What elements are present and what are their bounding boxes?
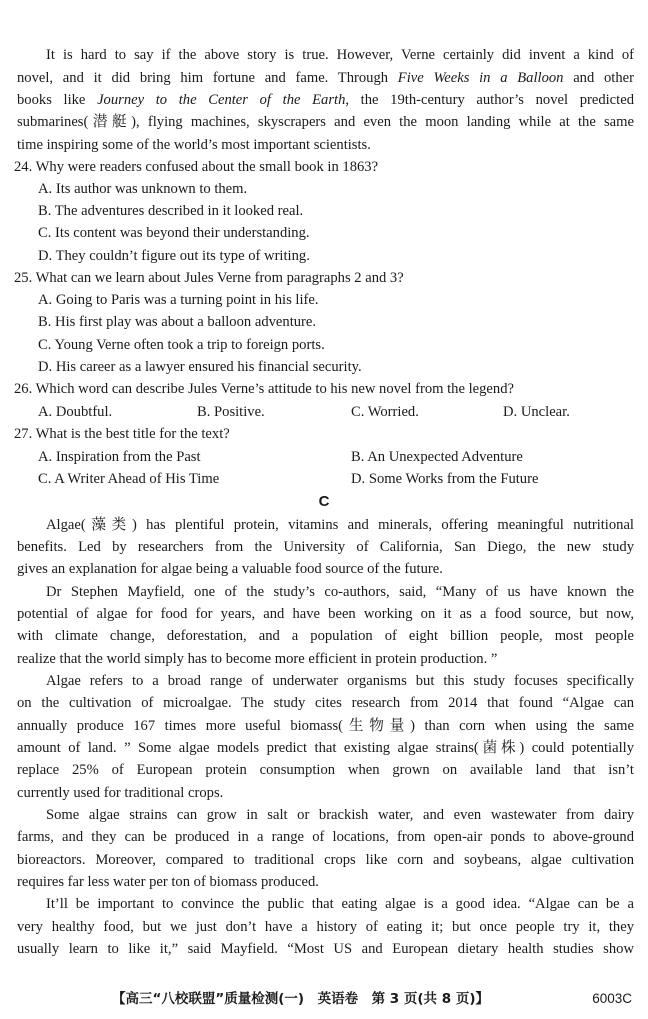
text-line: potential of algae for food for years, and have been working on it as a food source, but now,: [17, 606, 634, 622]
text-line: Algae refers to a broad range of underwater organisms but this study focuses specifically: [46, 673, 634, 689]
text-line: gives an explanation for algae being a valuable food source of the future.: [17, 561, 443, 577]
option-d: D. His career as a lawyer ensured his financial security.: [38, 359, 362, 375]
text-line: farms, and they can be produced in a range of locations, from open-air ponds to above-ground: [17, 829, 634, 845]
option-d: D. Some Works from the Future: [351, 471, 539, 487]
option-a: A. Inspiration from the Past: [38, 449, 201, 465]
option-a: A. Its author was unknown to them.: [38, 181, 248, 197]
text-line: very healthy food, but we just don’t have a history of eating it; but once people try it, they: [17, 919, 634, 935]
option-a: A. Doubtful.: [38, 404, 113, 420]
text-line: replace 25% of European protein consumption when grown on available land that isn’t: [17, 762, 634, 778]
option-a: A. Going to Paris was a turning point in his life.: [38, 292, 319, 308]
section-heading: C: [318, 493, 330, 510]
text-line: with climate change, deforestation, and a population of eight billion people, most people: [17, 628, 634, 644]
option-b: B. Positive.: [197, 404, 265, 420]
options-row: [0, 446, 648, 468]
option-c: C. A Writer Ahead of His Time: [38, 471, 220, 487]
text-line: time inspiring some of the world’s most important scientists.: [17, 137, 371, 153]
text-line: Algae(藻类) has plentiful protein, vitamins and minerals, offering meaningful nutritional: [46, 517, 634, 533]
option-c: C. Its content was beyond their understanding.: [38, 225, 310, 241]
text-line: It is hard to say if the above story is true. However, Verne certainly did invent a kind of: [46, 47, 634, 63]
question-stem: 24. Why were readers confused about the small book in 1863?: [14, 159, 379, 175]
option-d: D. They couldn’t figure out its type of writing.: [38, 248, 310, 264]
text-line: submarines(潜艇), flying machines, skyscrapers and even the moon landing while at the same: [17, 114, 634, 130]
paper-code: 6003C: [592, 991, 632, 1006]
book-title: Five Weeks in a Balloon: [397, 70, 564, 86]
option-c: C. Worried.: [351, 404, 419, 420]
text-line: Some algae strains can grow in salt or brackish water, and even wastewater from dairy: [46, 807, 634, 823]
text-line: usually learn to like it,” said Mayfield. “Most US and European dietary health studies show: [17, 941, 634, 957]
options-row: [0, 401, 648, 423]
option-b: B. His first play was about a balloon adventure.: [38, 314, 317, 330]
book-title: Journey to the Center of the Earth: [97, 92, 346, 108]
text-line: benefits. Led by researchers from the University of California, San Diego, the new study: [17, 539, 634, 555]
question-stem: 25. What can we learn about Jules Verne from paragraphs 2 and 3?: [14, 270, 404, 286]
text-line: annually produce 167 times more useful biomass(生物量) than corn when using the same: [17, 718, 634, 734]
question-stem: 27. What is the best title for the text?: [14, 426, 230, 442]
option-b: B. The adventures described in it looked real.: [38, 203, 304, 219]
option-b: B. An Unexpected Adventure: [351, 449, 523, 465]
text-line: books like Journey to the Center of the Earth, the 19th-century author’s novel predicted: [17, 92, 634, 108]
option-c: C. Young Verne often took a trip to foreign ports.: [38, 337, 325, 353]
text-line: bioreactors. Moreover, compared to traditional crops like corn and soybeans, algae cultivation: [17, 852, 634, 868]
footer-label: 【高三“八校联盟”质量检测(一) 英语卷 第 3 页(共 8 页)】: [112, 991, 490, 1007]
text-line: realize that the world simply has to become more efficient in protein production. ”: [17, 651, 498, 667]
question-stem: 26. Which word can describe Jules Verne’s attitude to his new novel from the legend?: [14, 381, 514, 397]
text-line: currently used for traditional crops.: [17, 785, 224, 801]
text-line: requires far less water per ton of biomass produced.: [17, 874, 319, 890]
text-line: It’ll be important to convince the public that eating algae is a good idea. “Algae can be a: [46, 896, 634, 912]
text-line: novel, and it did bring him fortune and fame. Through Five Weeks in a Balloon and other: [17, 70, 634, 86]
options-row: [0, 468, 648, 490]
page-footer: [0, 988, 648, 1010]
text-line: amount of land. ” Some algae models predict that existing algae strains(菌株) could potentially: [17, 740, 634, 756]
text-line: Dr Stephen Mayfield, one of the study’s co-authors, said, “Many of us have known the: [46, 584, 634, 600]
option-d: D. Unclear.: [503, 404, 570, 420]
text-line: on the cultivation of microalgae. The study cites research from 2014 that found “Algae can: [17, 695, 634, 711]
